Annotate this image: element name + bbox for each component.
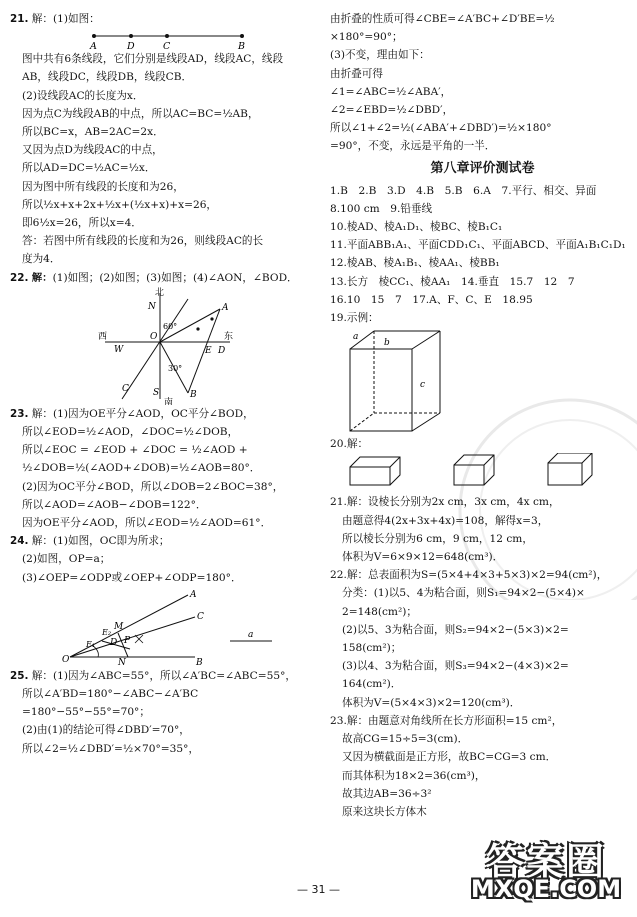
edge-a-label: a	[353, 332, 359, 343]
question-22: 22. 解：(1)如图；(2)如图；(3)如图；(4)∠AON，∠BOD． 北 N S 南 西 W 东 E O A B C D 60° 30°	[10, 269, 315, 405]
answer-line: 22.解：总表面积为S=(5×4+4×3+5×3)×2=94(cm²)，	[330, 569, 608, 582]
cuboid-figure	[330, 327, 635, 435]
answer-line: (1)如图；(2)如图；(3)如图；(4)∠AON，∠BOD．	[52, 271, 298, 284]
answer-line: ∠1=∠ABC=½∠ABA′，	[330, 85, 452, 98]
answer-line: 所以棱长分别为6 cm，9 cm，12 cm，	[342, 532, 533, 545]
answer-line: 158(cm²)；	[342, 642, 402, 655]
answer-line: 23.解：由题意对角线所在长方形面积=15 cm²，	[330, 714, 563, 727]
east-label: 东	[224, 331, 234, 342]
answer-line: 分类：(1)以5、4为粘合面，则S₁=94×2−(5×4)×	[342, 587, 585, 600]
answer-line: 所以½x+x+2x+½x+(½x+x)+x=26，	[22, 198, 218, 211]
answer-line: 答：若图中所有线段的长度和为26，则线段AC的长	[22, 235, 264, 248]
south-label: 南	[164, 397, 174, 405]
answer-line: 21.解：设棱长分别为2x cm，3x cm，4x cm，	[330, 496, 560, 509]
watermark-url: MXQE.COM	[470, 875, 622, 903]
question-21-right	[330, 493, 635, 566]
b-label: B	[190, 389, 197, 400]
fig-label-c: C	[163, 41, 171, 51]
answer-line: 2=148(cm²)；	[342, 605, 417, 618]
edge-c-label: c	[420, 380, 426, 391]
d-label: D	[110, 637, 118, 648]
answer-line: 所以∠A′BD=180°−∠ABC−∠A′BC	[22, 688, 199, 701]
question-number: 24.	[10, 535, 29, 548]
answer-line: 8.100 cm 9.铅垂线	[330, 202, 433, 215]
answer-line: 因为OE平分∠AOD，所以∠EOD=½∠AOD=61°．	[22, 517, 272, 530]
edge-b-label: b	[384, 338, 390, 349]
answer-line: (2)如图，OP=a；	[22, 553, 111, 566]
answer-line: 又因为横截面是正方形，故BC=CG=3 cm．	[342, 751, 557, 764]
fig-label-a: A	[90, 41, 97, 51]
answer-line: 解：(1)因为OE平分∠AOD，OC平分∠BOD，	[31, 407, 254, 420]
watermark-text: 答案圈	[485, 840, 606, 884]
answer-line: 所以∠EOD=½∠AOD，∠DOC=½∠DOB，	[22, 426, 239, 439]
answer-line: 所以∠2=½∠DBD′=½×70°=35°，	[22, 742, 200, 755]
left-column	[10, 10, 315, 758]
e1-label: E₁	[86, 639, 96, 649]
answer-line: 所以∠1+∠2=½(∠ABA′+∠DBD′)=½×180°	[330, 122, 552, 135]
answer-line: 19.示例：	[330, 312, 379, 325]
answer-line: 1.B 2.B 3.D 4.B 5.B 6.A 7.平行、相交、异面	[330, 184, 597, 197]
m-label: M	[114, 621, 124, 632]
n-label: N	[118, 657, 126, 667]
right-column	[330, 10, 635, 821]
short-answers	[330, 182, 635, 328]
c-label: C	[197, 611, 204, 622]
section-title: 第八章评价测试卷	[430, 160, 535, 176]
p-label: P	[124, 635, 131, 646]
o-label: O	[62, 654, 70, 665]
answer-line: 因为点C为线段AB的中点，所以AC=BC=½AB，	[22, 107, 259, 120]
answer-line: 故其边AB=36÷3²	[342, 787, 432, 800]
b-label: B	[196, 657, 203, 667]
page-number: — 31 —	[297, 883, 340, 896]
question-number: 23.	[10, 407, 29, 420]
answer-line: 体积为V=(5×4×3)×2=120(cm³)．	[342, 696, 521, 709]
answer-line: 体积为V=6×9×12=648(cm³)．	[342, 551, 504, 564]
e2-label: E₂	[102, 627, 112, 637]
angle-60-label: 60°	[163, 321, 178, 331]
question-number: 22.	[10, 271, 29, 284]
answer-line: 所以∠EOC = ∠EOD + ∠DOC = ½∠AOD +	[22, 444, 248, 457]
answer-line: 12.棱AB、棱A₁B₁、棱AA₁、棱BB₁	[330, 257, 500, 270]
answer-line: 16.10 15 7 17.A、F、C、E 18.95	[330, 293, 533, 306]
answer-line: ×180°=90°；	[330, 31, 403, 44]
fig-label-d: D	[127, 41, 135, 51]
answer-line: 解：(1)如图，OC即为所求；	[31, 535, 170, 548]
question-21	[10, 10, 315, 269]
c-label: C	[122, 383, 129, 394]
answer-line: 所以BC=x，AB=2AC=2x．	[22, 126, 164, 139]
answer-line: (3)不变，理由如下：	[330, 49, 430, 62]
question-22-right	[330, 566, 635, 712]
answer-line: 由折叠可得	[330, 67, 383, 80]
a-label: A	[222, 302, 229, 313]
answer-line: 13.长方 棱CC₁、棱AA₁ 14.垂直 15.7 12 7	[330, 275, 575, 288]
answer-line: (2)因为OC平分∠BOD，所以∠DOB=2∠BOC=38°，	[22, 480, 284, 493]
answer-line: 又因为点D为线段AC的中点，	[22, 144, 163, 157]
o-label: O	[150, 331, 158, 342]
answer-line: ∠2=∠EBD=½∠DBD′，	[330, 104, 454, 117]
e-label: E	[205, 345, 212, 356]
s-label: S	[153, 387, 160, 398]
answer-line: (2)由(1)的结论可得∠DBD′=70°，	[22, 724, 190, 737]
answer-line: 而其体积为18×2=36(cm³)，	[342, 769, 486, 782]
answer-line: ½∠DOB=½(∠AOD+∠DOB)=½∠AOB=80°．	[22, 462, 261, 475]
answer-line: (2)设线段AC的长度为x．	[22, 89, 144, 102]
w-label: W	[114, 344, 124, 355]
answer-line: 10.棱AD、棱A₁D₁、棱BC、棱B₁C₁	[330, 221, 503, 234]
answer-line: 由题意得4(2x+3x+4x)=108，解得x=3，	[342, 514, 549, 527]
answer-line: 故高CG=15÷5=3(cm)．	[342, 733, 469, 746]
angle-30-label: 30°	[168, 363, 183, 373]
question-23-right	[330, 712, 635, 821]
compass-figure	[10, 287, 315, 405]
answer-line: 所以∠AOD=∠AOB−∠DOB=122°．	[22, 498, 207, 511]
answer-line: 20.解：	[330, 438, 369, 451]
angle-construction-figure	[10, 587, 315, 667]
question-24	[10, 532, 315, 667]
answer-line: 解：(1)如图：	[31, 13, 100, 25]
answer-line: 11.平面ABB₁A₁、平面CDD₁C₁、平面ABCD、平面A₁B₁C₁D₁	[330, 239, 626, 252]
answer-line: =90°，不变，永远是平角的一半．	[330, 140, 496, 153]
answer-line: 度为4．	[22, 253, 61, 266]
question-number: 21.	[10, 13, 29, 25]
question-23	[10, 405, 315, 532]
segment-figure	[10, 28, 315, 50]
question-25-continued	[330, 10, 635, 156]
watermark-logo	[461, 829, 631, 911]
d-label: D	[218, 345, 226, 356]
answer-line: (2)以5、3为粘合面，则S₂=94×2−(5×3)×2=	[342, 623, 569, 636]
cuboid-views-figure	[330, 453, 635, 493]
segment-a-label: a	[248, 629, 254, 640]
answer-line: 即6½x=26，所以x=4．	[22, 217, 142, 230]
answer-line: 所以AD=DC=½AC=½x．	[22, 162, 156, 175]
answer-line: (3)∠OEP=∠ODP或∠OEP+∠ODP=180°．	[22, 571, 242, 584]
answer-line: 原来这块长方体木	[342, 805, 427, 818]
answer-line: AB，线段DC，线段DB，线段CB．	[22, 71, 193, 84]
west-label: 西	[98, 331, 108, 342]
answer-line: 解：(1)因为∠ABC=55°，所以∠A′BC=∠ABC=55°，	[31, 669, 296, 682]
a-label: A	[190, 589, 197, 600]
fig-label-b: B	[238, 41, 245, 51]
question-25	[10, 667, 315, 758]
answer-line: (3)以4、3为粘合面，则S₃=94×2−(4×3)×2=	[342, 660, 569, 673]
answer-line: =180°−55°−55°=70°；	[22, 706, 150, 719]
answer-line: 164(cm²)．	[342, 678, 402, 691]
n-label: N	[148, 301, 156, 312]
question-number: 25.	[10, 669, 29, 682]
north-label: 北	[155, 287, 165, 298]
answer-line: 由折叠的性质可得∠CBE=∠A′BC+∠D′BE=½	[330, 13, 555, 25]
answer-line: 图中共有6条线段，它们分别是线段AD，线段AC，线段	[22, 53, 284, 66]
answer-line: 因为图中所有线段的长度和为26，	[22, 180, 184, 193]
